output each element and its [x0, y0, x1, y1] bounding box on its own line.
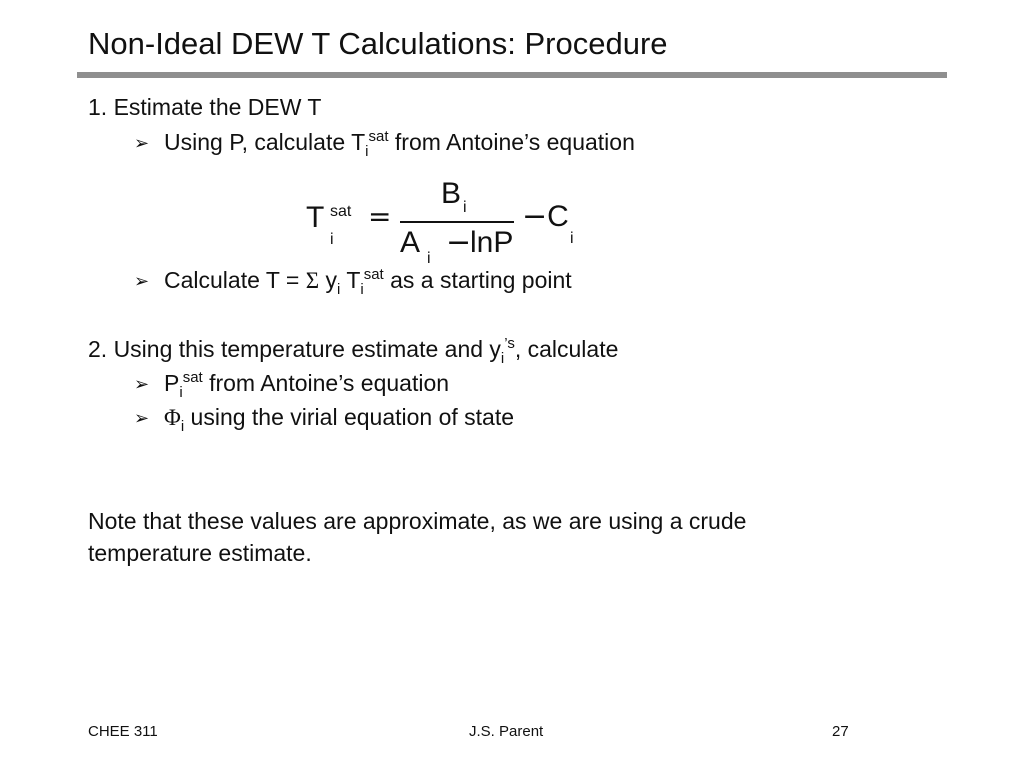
footer-course: CHEE 311	[88, 723, 158, 740]
arrow-bullet-icon: ➢	[134, 374, 150, 395]
note-line-2: temperature estimate.	[88, 540, 312, 566]
step-2-bullet-2: ➢ $\Phi_i$ using the virial equation of state	[134, 404, 515, 435]
step-1-text: 1. Estimate the DEW T	[88, 94, 322, 120]
step-1-bullet-2: ➢ Calculate T = Σ $y_i$ $T_i^{sat}$ as a starting point	[134, 266, 572, 298]
title-divider	[77, 72, 947, 78]
step-2-bullet-1: ➢ $P_i^{sat}$ from Antoine’s equation	[134, 369, 450, 401]
antoine-equation: T sat i = B i A i − lnP −C i	[306, 177, 574, 267]
step-1-bullet-1: ➢ Using P, calculate $T_i^{sat}$ from Antoine’s equation	[134, 128, 635, 160]
arrow-bullet-icon: ➢	[134, 271, 150, 292]
fraction-bar	[400, 221, 514, 223]
formula-tail: −C i	[522, 199, 574, 247]
arrow-bullet-icon: ➢	[134, 408, 150, 429]
note-line-1: Note that these values are approximate, as we are using a crude	[88, 508, 747, 534]
arrow-bullet-icon: ➢	[134, 133, 150, 154]
formula-numerator: B i	[441, 177, 467, 216]
formula-lhs: T sat i	[306, 201, 352, 248]
footer-page-number: 27	[832, 723, 849, 740]
step-2-text: 2. Using this temperature estimate and $y_i^{’s}$, calculate	[88, 335, 619, 367]
footer-author: J.S. Parent	[469, 723, 544, 740]
slide-title: Non-Ideal DEW T Calculations: Procedure	[88, 26, 668, 61]
formula-equals: =	[368, 200, 392, 233]
